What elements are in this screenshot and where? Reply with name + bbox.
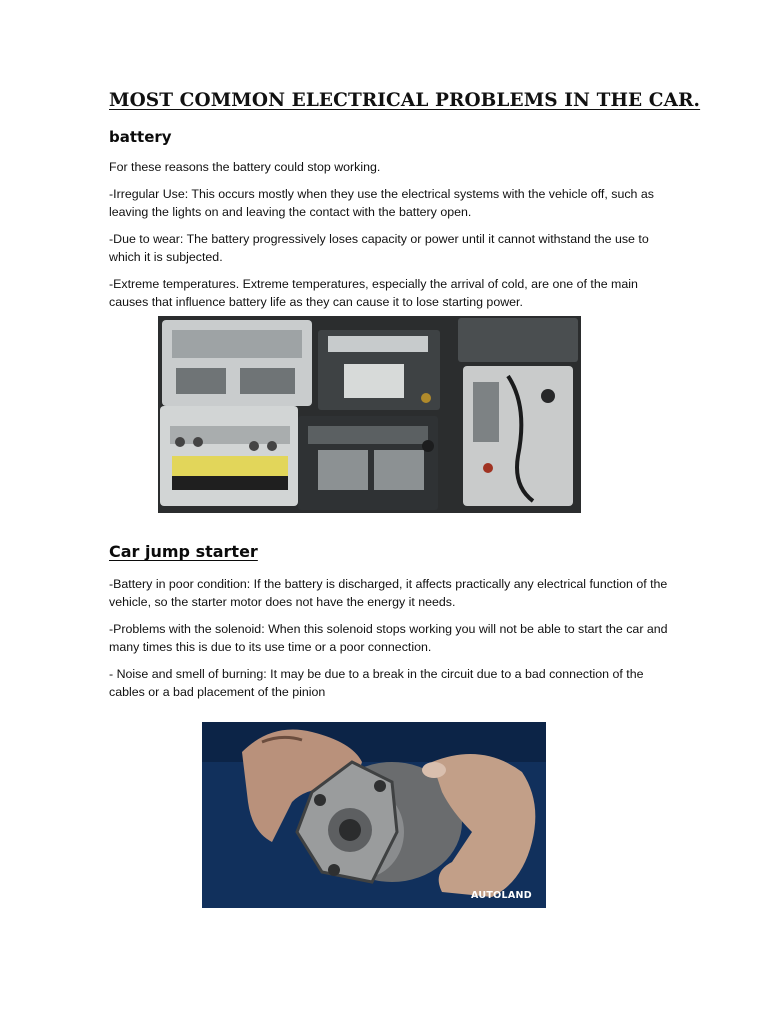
starter-motor-illustration (202, 722, 546, 908)
car-batteries-illustration (158, 316, 581, 513)
battery-wear-paragraph: -Due to wear: The battery progressively loses capacity or power until it cannot withstand the use to which it is subjected. (109, 232, 649, 264)
starter-motor-photo (202, 722, 546, 908)
battery-temperature-paragraph: -Extreme temperatures. Extreme temperatures, especially the arrival of cold, are one of the main causes that influence battery life as they can cause it to lose starting power. (109, 277, 638, 309)
car-batteries-photo (158, 316, 581, 513)
starter-solenoid-paragraph: -Problems with the solenoid: When this solenoid stops working you will not be able to start the car and many times this is due to its use time or a poor connection. (109, 622, 668, 654)
autoland-watermark: AUTOLAND (471, 890, 532, 901)
document-title: MOST COMMON ELECTRICAL PROBLEMS IN THE CAR. (109, 90, 701, 111)
starter-battery-condition-paragraph: -Battery in poor condition: If the battery is discharged, it affects practically any electrical function of the vehicle, so the starter motor does not have the energy it needs. (109, 577, 668, 609)
battery-irregular-use-paragraph: -Irregular Use: This occurs mostly when they use the electrical systems with the vehicle off, such as leaving the lights on and leaving the contact with the battery open. (109, 187, 654, 219)
section-heading-car-jump-starter: Car jump starter (109, 542, 258, 561)
section-heading-battery: battery (109, 128, 172, 146)
battery-intro-paragraph: For these reasons the battery could stop working. (109, 160, 381, 174)
starter-noise-burning-paragraph: - Noise and smell of burning: It may be due to a break in the circuit due to a bad connection of the cables or a bad placement of the pinion (109, 667, 644, 699)
